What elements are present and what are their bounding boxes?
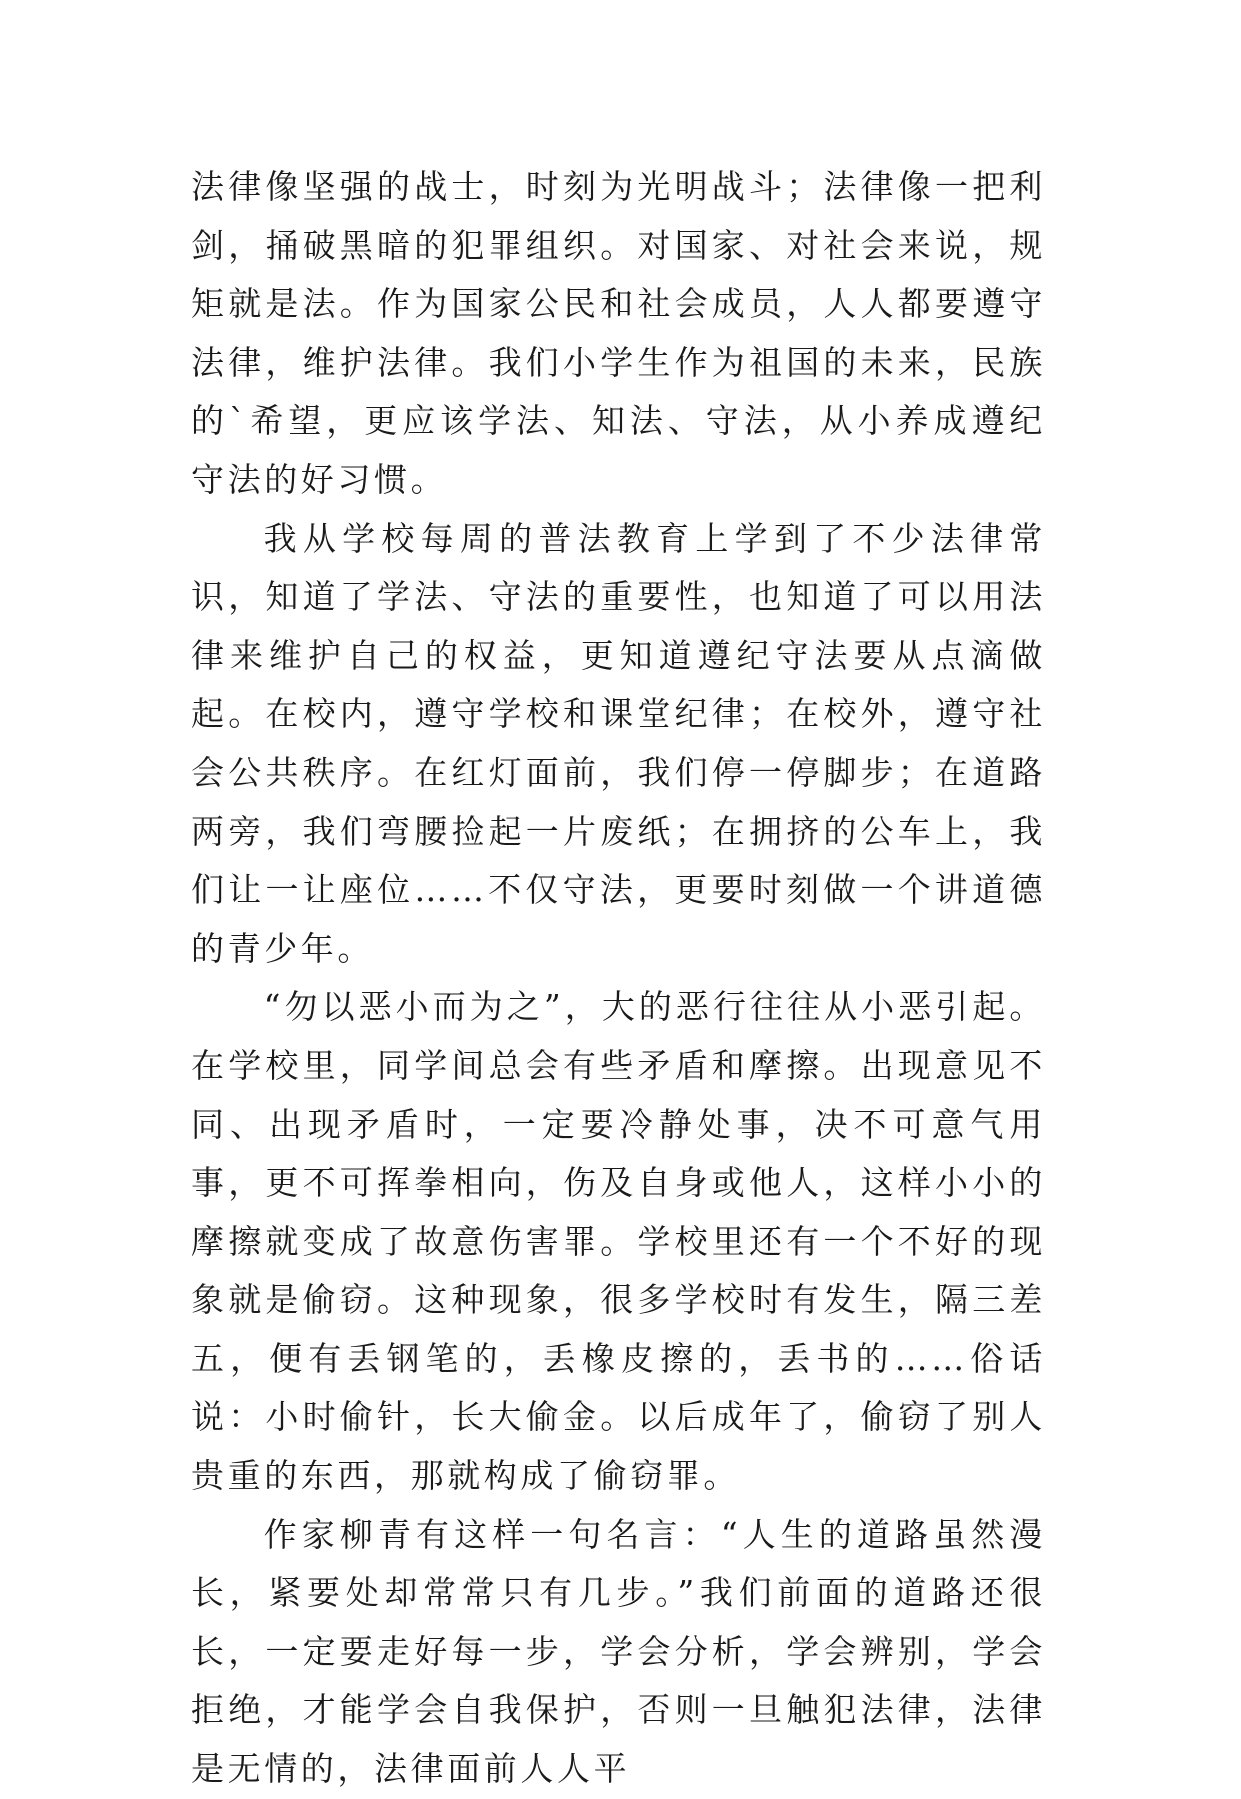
document-body bbox=[191, 158, 1046, 1799]
paragraph-2: 我从学校每周的普法教育上学到了不少法律常识，知道了学法、守法的重要性，也知道了可以用法律来维护自己的权益，更知道遵纪守法要从点滴做起。在校内，遵守学校和课堂纪律；在校外，遵守社会公共秩序。在红灯面前，我们停一停脚步；在道路两旁，我们弯腰捡起一片废纸；在拥挤的公车上，我们让一让座位……不仅守法，更要时刻做一个讲道德的青少年。 bbox=[191, 518, 1046, 968]
paragraph-1: 法律像坚强的战士，时刻为光明战斗；法律像一把利剑，捅破黑暗的犯罪组织。对国家、对社会来说，规矩就是法。作为国家公民和社会成员，人人都要遵守法律，维护法律。我们小学生作为祖国的未来，民族的`希望，更应该学法、知法、守法，从小养成遵纪守法的好习惯。 bbox=[191, 167, 1046, 499]
paragraph-3: “勿以恶小而为之”，大的恶行往往从小恶引起。在学校里，同学间总会有些矛盾和摩擦。出现意见不同、出现矛盾时，一定要冷静处事，决不可意气用事，更不可挥拳相向，伤及自身或他人，这样小小的摩擦就变成了故意伤害罪。学校里还有一个不好的现象就是偷窃。这种现象，很多学校时有发生，隔三差五，便有丢钢笔的，丢橡皮擦的，丢书的……俗话说：小时偷针，长大偷金。以后成年了，偷窃了别人贵重的东西，那就构成了偷窃罪。 bbox=[191, 987, 1046, 1496]
paragraph-4: 作家柳青有这样一句名言：“人生的道路虽然漫长，紧要处却常常只有几步。”我们前面的道路还很长，一定要走好每一步，学会分析，学会辨别，学会拒绝，才能学会自我保护，否则一旦触犯法律，法律是无情的，法律面前人人平 bbox=[191, 1514, 1046, 1789]
